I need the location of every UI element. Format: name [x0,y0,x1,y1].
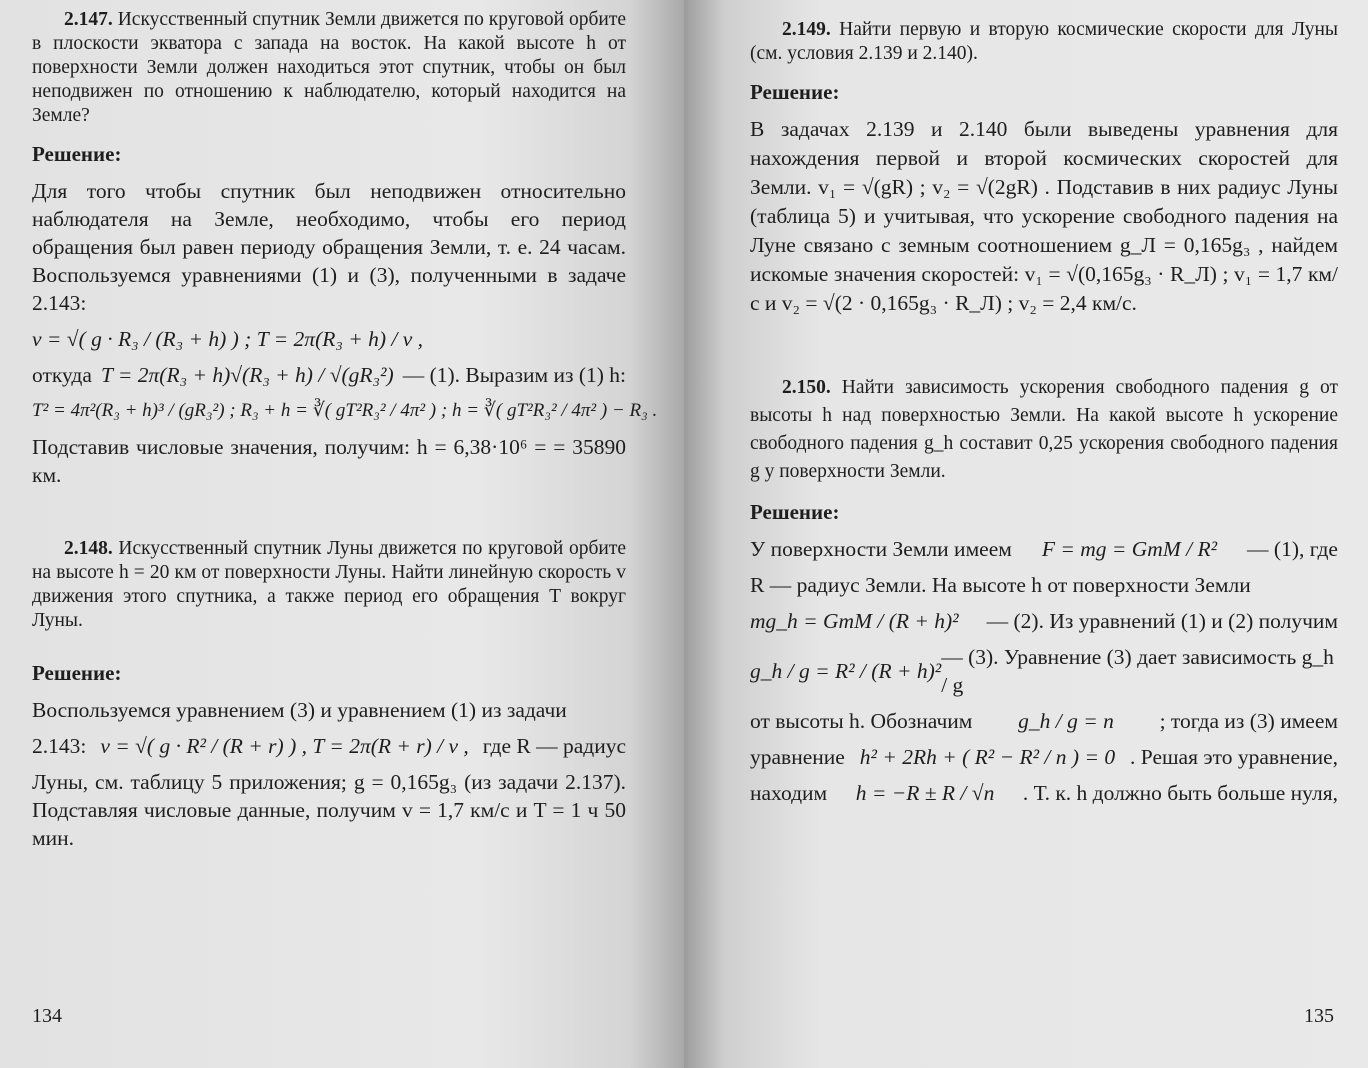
problem-text: Искусственный спутник Луны движется по круговой орбите на высоте h = 20 км от поверхности Луны. Найти линейную скорость v движения этого спутника, а также период его обращения T вокруг Луны. [32,538,627,631]
solution-heading: Решение: [750,80,840,104]
solution-text: 2.143: [32,734,87,758]
formula-line [750,643,1338,699]
problem-text: Найти первую и вторую космические скорости для Луны (см. условия 2.139 и 2.140). [750,19,1339,64]
solution-text: ; тогда из (3) имеем [1159,709,1338,733]
formula: g_h / g = n [1018,709,1114,733]
solution-text: Подставив числовые значения, получим: h = 6,38·10⁶ = = 35890 км. [32,435,626,487]
solution-text: . Т. к. h должно быть больше нуля, [1022,781,1338,805]
formula-line [750,707,1338,735]
solution-heading: Решение: [750,500,840,524]
solution-text: В задачах 2.139 и 2.140 были выведены уравнения для нахождения первой и второй космических скоростей для Земли. v₁ = √(gR) ; v₂ = √(2gR) . Подставив в них радиус Луны (таблица 5) и учитывая, что ускорение свободного падения на Луне связано с земным соотношением g_Л = 0,165g₃ , найдем искомые значения скоростей: v₁ = √(0,165g₃ · R_Л) ; v₁ = 1,7 км/с и v₂ = √(2 · 0,165g₃ · R_Л) ; v₂ = 2,4 км/с. [750,117,1338,315]
solution-text: находим [750,781,828,805]
solution-text: R — радиус Земли. На высоте h от поверхности Земли [750,573,1251,597]
formula-line [750,743,1338,771]
solution-heading: Решение: [32,142,122,166]
formula: v = √( g · R² / (R + r) ) , T = 2π(R + r) / v , [100,734,469,758]
solution-text: — (1), где [1247,537,1338,561]
formula-line [750,535,1338,563]
formula-line [32,325,626,353]
right-page [684,0,1368,1068]
formula: mg_h = GmM / (R + h)² [750,609,959,633]
solution-text: — (3). Уравнение (3) дает зависимость g_h / g [941,645,1334,697]
problem-number: 2.149. [782,19,831,40]
solution-text: Для того чтобы спутник был неподвижен относительно наблюдателя на Земле, необходимо, чтобы его период обращения был равен периоду обращения Земли, т. е. 24 часам. Воспользуемся уравнениями (1) и (3), полученными в задаче 2.143: [32,179,626,315]
formula: v = √( g · R₃ / (R₃ + h) ) ; T = 2π(R₃ + h) / v , [32,327,424,351]
solution-text: . Решая это уравнение, [1130,745,1338,769]
page-number: 135 [1304,1005,1334,1027]
solution-text: где R — радиус [482,734,626,758]
problem-number: 2.147. [64,9,113,30]
problem-text: Искусственный спутник Земли движется по круговой орбите в плоскости экватора с запада на восток. На какой высоте h от поверхности Земли должен находиться этот спутник, чтобы он был неподвижен по отношению к наблюдателю, который находится на Земле? [32,9,626,126]
formula: T = 2π(R₃ + h)√(R₃ + h) / √(gR₃²) [100,363,394,387]
formula-line [32,361,626,389]
problem-2-150 [750,374,1338,486]
formula-line [750,607,1338,635]
problem-2-149 [750,18,1338,66]
solution-text: Воспользуемся уравнением (3) и уравнением (1) из задачи [32,698,567,722]
formula: h² + 2Rh + ( R² − R² / n ) = 0 [859,745,1116,769]
formula-line [32,732,626,760]
formula: g_h / g = R² / (R + h)² [750,659,942,683]
formula: h = −R ± R / √n [855,781,995,805]
page-number: 134 [32,1005,62,1027]
solution-text: от высоты h. Обозначим [750,709,973,733]
formula-line [750,779,1338,807]
solution-text: — (2). Из уравнений (1) и (2) получим [986,609,1338,633]
solution-text: откуда [32,363,92,387]
problem-number: 2.150. [782,377,831,398]
formula: F = mg = GmM / R² [1041,537,1218,561]
solution-text: уравнение [750,745,845,769]
problem-text: Найти зависимость ускорения свободного падения g от высоты h над поверхностью Земли. На какой высоте h ускорение свободного падения g_h составит 0,25 ускорения свободного падения g у поверхности Земли. [750,377,1339,482]
problem-number: 2.148. [64,538,113,559]
solution-text: Луны, см. таблицу 5 приложения; g = 0,165g₃ (из задачи 2.137). Подставляя числовые данные, получим v = 1,7 км/с и T = 1 ч 50 мин. [32,770,626,850]
problem-2-147 [32,8,626,128]
solution-text: У поверхности Земли имеем [750,537,1012,561]
formula: T² = 4π²(R₃ + h)³ / (gR₃²) ; R₃ + h = ∛( gT²R₃² / 4π² ) ; h = ∛( gT²R₃² / 4π² ) − R₃ . [32,400,658,421]
solution-text: — (1). Выразим из (1) h: [402,363,626,387]
problem-2-148 [32,537,626,633]
solution-heading: Решение: [32,661,122,685]
formula-line [32,397,658,425]
